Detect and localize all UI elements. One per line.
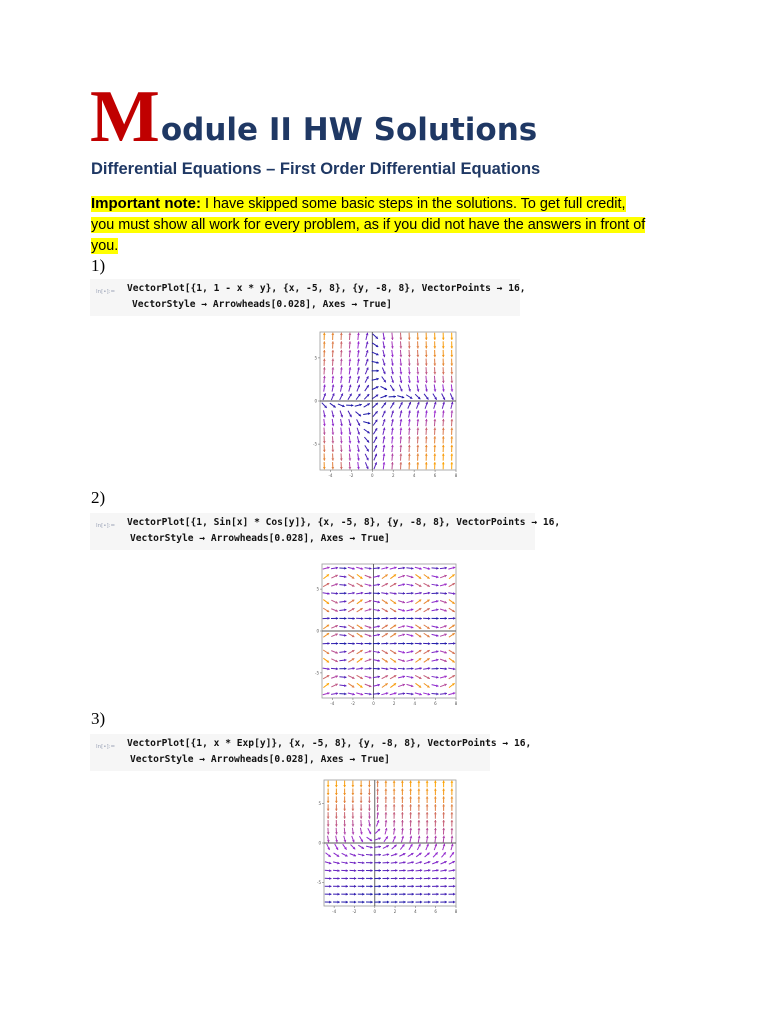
y-tick-label: 5: [318, 801, 321, 807]
x-tick-label: -4: [332, 909, 337, 914]
problem-number: 2): [91, 488, 106, 507]
y-tick-label: 0: [314, 398, 317, 404]
x-tick-label: 8: [454, 701, 458, 706]
x-tick-label: 4: [414, 909, 417, 914]
x-tick-label: -4: [328, 473, 333, 478]
code-cell: [90, 734, 532, 771]
code-line: VectorPlot[{1, x * Exp[y]}, {x, -5, 8}, {y, -8, 8}, VectorPoints → 16,: [127, 738, 532, 749]
x-tick-label: 0: [372, 701, 375, 706]
vector-plot: [312, 776, 460, 916]
x-tick-label: 6: [434, 701, 437, 706]
input-label: In[•]:=: [96, 289, 116, 295]
vector-plot: [310, 560, 460, 708]
y-tick-label: -5: [315, 670, 319, 676]
vector-plot: [308, 328, 460, 480]
vector-plot-svg: [312, 776, 460, 916]
x-tick-label: -4: [330, 701, 335, 706]
x-tick-label: 8: [454, 909, 458, 914]
x-tick-label: 0: [373, 909, 377, 914]
y-tick-label: -5: [317, 879, 321, 885]
y-tick-label: 5: [316, 586, 319, 592]
x-tick-label: 2: [392, 701, 396, 706]
problem-number: 1): [91, 256, 106, 275]
vector-plot-svg: [308, 328, 460, 480]
problem-number: 3): [91, 709, 106, 728]
note-text: I have skipped some basic steps in the solutions. To get full credit, you must show all work for every problem, as if you did not have the answers in front of you.: [91, 196, 646, 254]
code-line: VectorPlot[{1, Sin[x] * Cos[y]}, {x, -5, 8}, {y, -8, 8}, VectorPoints → 16,: [127, 517, 561, 528]
x-tick-label: 2: [393, 909, 397, 914]
x-tick-label: 4: [412, 473, 416, 478]
page-subtitle: Differential Equations – First Order Differential Equations: [91, 160, 541, 178]
y-tick-label: 0: [316, 628, 319, 634]
x-tick-label: -2: [349, 473, 354, 478]
y-tick-label: 0: [318, 840, 321, 846]
note-label: Important note:: [91, 195, 201, 212]
vector-plot-svg: [310, 560, 460, 708]
y-tick-label: -5: [313, 441, 317, 447]
code-line: VectorStyle → Arrowheads[0.028], Axes → True]: [130, 754, 390, 765]
important-note: [91, 193, 651, 257]
x-tick-label: 2: [391, 473, 395, 478]
title-text: odule II HW Solutions: [160, 112, 538, 148]
x-tick-label: 6: [434, 909, 437, 914]
code-cell: [90, 513, 561, 550]
x-tick-label: -2: [352, 909, 357, 914]
y-tick-label: 5: [314, 355, 317, 361]
x-tick-label: 6: [433, 473, 437, 478]
code-cell: [90, 279, 526, 316]
code-line: VectorStyle → Arrowheads[0.028], Axes → True]: [132, 299, 392, 310]
page-title: [90, 76, 538, 158]
input-label: In[•]:=: [96, 523, 116, 529]
x-tick-label: 0: [371, 473, 374, 478]
title-initial: M: [90, 76, 160, 158]
x-tick-label: -2: [350, 701, 355, 706]
x-tick-label: 4: [413, 701, 417, 706]
x-tick-label: 8: [454, 473, 458, 478]
input-label: In[•]:=: [96, 744, 116, 750]
code-line: VectorStyle → Arrowheads[0.028], Axes → True]: [130, 533, 390, 544]
code-line: VectorPlot[{1, 1 - x * y}, {x, -5, 8}, {y, -8, 8}, VectorPoints → 16,: [127, 283, 526, 294]
